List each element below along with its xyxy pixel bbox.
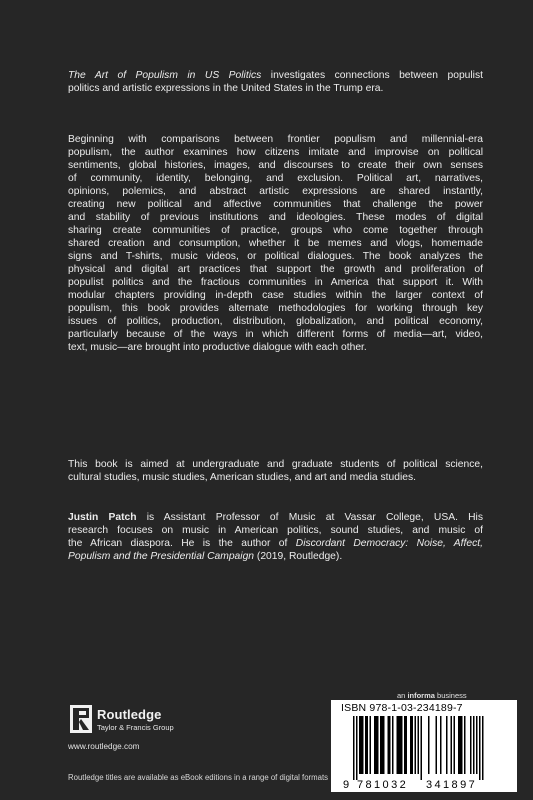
- barcode-bar: [410, 716, 412, 774]
- barcode-bar: [458, 716, 460, 774]
- description-line: creating new political and affective communities that challenge the power: [68, 199, 483, 210]
- description-line: of community, identity, belonging, and exclusion. Political art, narratives,: [68, 173, 483, 184]
- barcode-bar: [400, 716, 402, 774]
- barcode-bar: [479, 716, 481, 780]
- informa-business-label: [397, 691, 467, 700]
- barcode-bar: [377, 716, 379, 774]
- barcode-bar: [482, 716, 484, 780]
- barcode-bar: [406, 716, 408, 774]
- barcode-bar: [440, 716, 442, 774]
- informa-brand: informa: [407, 691, 435, 700]
- barcode-left-digits: 781032: [357, 779, 409, 791]
- description-line: text, music—are brought into productive dialogue with each other.: [68, 342, 367, 353]
- barcode-bar: [461, 716, 463, 774]
- publisher-url[interactable]: www.routledge.com: [68, 742, 140, 751]
- bio-line-1-text: is Assistant Professor of Music at Vassar College, USA. His: [136, 512, 483, 523]
- description-line: populism, the author examines how citizens imitate and improvise on political: [68, 147, 483, 158]
- informa-suffix: business: [434, 691, 467, 700]
- bio-line-2: research focuses on music in American politics, sound studies, and music of: [68, 525, 483, 536]
- audience-line: cultural studies, music studies, American studies, and art and media studies.: [68, 472, 416, 483]
- intro-line-1: [68, 69, 483, 82]
- barcode-bar: [464, 716, 466, 774]
- book-title: The Art of Populism in US Politics: [68, 70, 262, 81]
- barcode-bar: [361, 716, 363, 774]
- barcode-bar: [370, 716, 372, 774]
- informa-prefix: an: [397, 691, 408, 700]
- description-paragraph: [68, 133, 483, 354]
- description-line: and stability of previous institutions and ideologies. These modes of digital: [68, 212, 483, 223]
- barcode-bar: [380, 716, 382, 774]
- barcode-bar: [470, 716, 472, 774]
- barcode-bar: [353, 716, 355, 780]
- author-name: Justin Patch: [68, 512, 137, 523]
- bio-line-3: [68, 537, 483, 550]
- intro-paragraph: [68, 69, 483, 95]
- barcode-bar: [383, 716, 385, 774]
- description-line: opinions, polemics, and abstract artistic expressions are shared instantly,: [68, 186, 483, 197]
- barcode-bar: [392, 716, 394, 774]
- intro-line-1-text: investigates connections between populist: [261, 70, 483, 81]
- barcode-bar: [436, 716, 438, 774]
- audience-line: This book is aimed at undergraduate and graduate students of political science,: [68, 459, 483, 470]
- barcode-bar: [401, 716, 403, 774]
- barcode-bar: [362, 716, 364, 774]
- barcode-bar: [415, 716, 417, 774]
- description-line: sharing create communities of practice, groups who come together through: [68, 225, 483, 236]
- previous-book-title-part-2: Populism and the Presidential Campaign: [68, 551, 255, 562]
- barcode-bar: [451, 716, 453, 774]
- description-line: shared creation and consumption, whether it be memes and vlogs, homemade: [68, 238, 483, 249]
- bio-line-1: [68, 511, 483, 524]
- publisher-name: Routledge: [97, 707, 162, 722]
- barcode-first-digit: 9: [343, 779, 350, 791]
- barcode-bar: [421, 716, 423, 780]
- barcode-bar: [367, 716, 369, 774]
- barcode-bar: [460, 716, 462, 774]
- barcode-bar: [412, 716, 414, 774]
- barcode-bar: [365, 716, 367, 774]
- barcode-bar: [454, 716, 456, 774]
- ebook-availability-note: Routledge titles are available as eBook editions in a range of digital formats: [68, 773, 329, 782]
- publisher-group: Taylor & Francis Group: [97, 723, 174, 732]
- description-line: issues of politics, production, distribution, globalization, and political economy,: [68, 316, 483, 327]
- barcode-bar: [473, 716, 475, 774]
- barcode-right-digits: 341897: [426, 779, 478, 791]
- barcode-bar: [382, 716, 384, 774]
- barcode-bar: [397, 716, 399, 774]
- intro-line-2: politics and artistic expressions in the United States in the Trump era.: [68, 83, 384, 94]
- author-bio-paragraph: [68, 511, 483, 563]
- barcode-bar: [356, 716, 358, 780]
- barcode-bar: [476, 716, 478, 774]
- barcode-bar: [446, 716, 448, 774]
- description-line: physical and digital art practices that support the growth and proliferation of: [68, 264, 483, 275]
- routledge-logo-icon: [70, 705, 92, 733]
- barcode-bar: [359, 716, 361, 774]
- barcode-bar: [418, 716, 420, 774]
- isbn-barcode: [331, 700, 517, 792]
- description-line: signs and T-shirts, music videos, or political dialogues. The book analyzes the: [68, 251, 483, 262]
- barcode-bar: [398, 716, 400, 774]
- bio-line-3-text: the African diaspora. He is the author of: [68, 538, 296, 549]
- barcode-bar: [376, 716, 378, 774]
- barcode-bar: [388, 716, 390, 774]
- previous-book-title-part-1: Discordant Democracy: Noise, Affect,: [295, 538, 483, 549]
- description-line: particularly because of the ways in which different forms of media—art, video,: [68, 329, 483, 340]
- description-line: Beginning with comparisons between frontier populism and millennial-era: [68, 134, 483, 145]
- description-line: populist politics and the fractious communities in America that support it. With: [68, 277, 483, 288]
- audience-paragraph: [68, 458, 483, 484]
- barcode-bars: [331, 700, 517, 792]
- description-line: sentiments, global histories, images, and discourses to create their own senses: [68, 160, 483, 171]
- isbn-number: ISBN 978-1-03-234189-7: [341, 702, 463, 714]
- barcode-bar: [374, 716, 376, 774]
- bio-line-4: [68, 550, 483, 563]
- barcode-bar: [404, 716, 406, 774]
- barcode-bar: [389, 716, 391, 774]
- description-line: modular chapters providing in-depth case studies within the larger context of: [68, 290, 483, 301]
- description-line: populism, this book provides alternate methodologies for working through key: [68, 303, 483, 314]
- barcode-bar: [428, 716, 430, 774]
- bio-line-4-text: (2019, Routledge).: [254, 551, 343, 562]
